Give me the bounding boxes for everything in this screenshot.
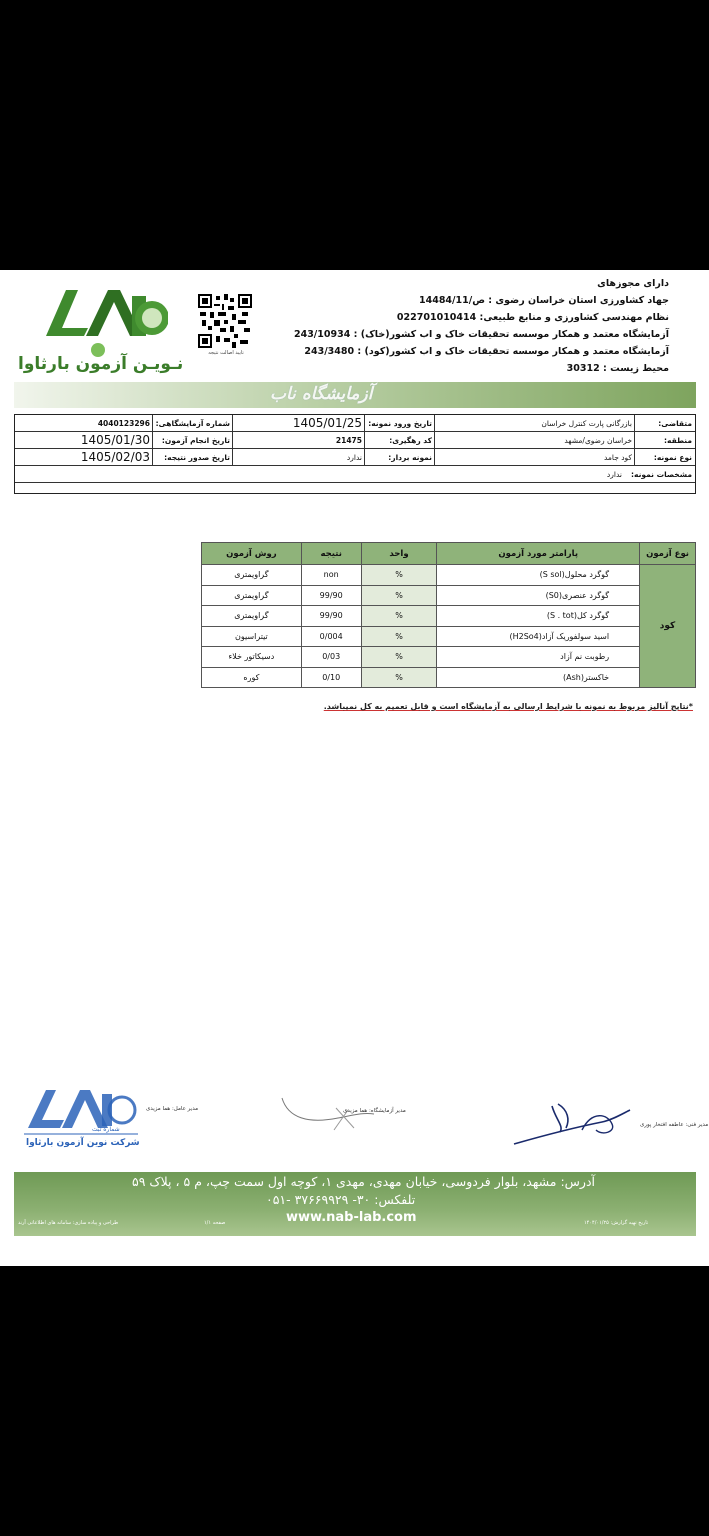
company-stamp <box>22 1084 142 1144</box>
sample-spec-label: مشخصات نمونه: <box>631 470 692 479</box>
parameter-cell: خاکستر(Ash) <box>437 667 640 688</box>
lab-number-label: شماره آزمایشگاهی: <box>155 419 230 428</box>
table-row <box>202 667 696 688</box>
result-cell: non <box>301 565 361 586</box>
sample-entry-label: تاریخ ورود نمونه: <box>368 419 432 428</box>
table-row <box>202 647 696 668</box>
footer-report-date: تاریخ تهیه گزارش: ۱۴۰۴/۰۱/۲۵ <box>584 1220 649 1226</box>
divider <box>364 415 365 466</box>
result-cell: 99/90 <box>301 606 361 627</box>
qr-caption: تایید اصالت نتیجه <box>208 350 244 356</box>
sampler-label: نمونه بردار: <box>388 453 432 462</box>
stamp-text: شماره ثبت <box>92 1126 120 1133</box>
lab-number-value: 4040123296 <box>97 419 150 428</box>
technical-manager-signature <box>512 1100 642 1150</box>
sample-type-label: نوع نمونه: <box>653 453 692 462</box>
ceo-label: مدیر عامل: هما مزیدی <box>146 1106 199 1112</box>
method-cell: گراویمتری <box>202 606 302 627</box>
tracking-value: 21475 <box>335 436 362 445</box>
sample-entry-value: 1405/01/25 <box>292 416 362 430</box>
type-cell: کود <box>640 565 696 688</box>
results-table <box>201 542 696 688</box>
footer-phone: تلفکس: ۳۰- ۳۷۶۶۹۹۲۹ -۰۵۱ <box>266 1192 416 1207</box>
lab-manager-label: مدیر آزمایشگاه: هما مزیدی <box>343 1108 406 1114</box>
license-line: جهاد کشاورزی استان خراسان رضوی : ص/14484/11 <box>418 295 669 306</box>
info-row <box>15 415 695 432</box>
col-unit: واحد <box>361 543 437 565</box>
applicant-value: بازرگانی پارت کنترل خراسان <box>541 419 632 428</box>
divider <box>434 415 435 466</box>
region-value: خراسان رضوی/مشهد <box>564 436 632 445</box>
table-row <box>202 626 696 647</box>
info-row <box>15 466 695 483</box>
parameter-cell: گوگرد عنصری(S0) <box>437 585 640 606</box>
license-line: محیط زیست : 30312 <box>566 363 669 374</box>
unit-cell: % <box>361 606 437 627</box>
license-line: آزمایشگاه معتمد و همکار موسسه تحقیقات خاک و اب کشور(خاک) : 243/10934 <box>293 329 669 340</box>
col-parameter: پارامتر مورد آزمون <box>437 543 640 565</box>
brand-name: نـویـن آزمون بارثاوا <box>18 354 184 374</box>
license-line: نظام مهندسی کشاورزی و منابع طبیعی: 022701010414 <box>396 312 669 323</box>
test-date-value: 1405/01/30 <box>80 433 150 447</box>
unit-cell: % <box>361 667 437 688</box>
sample-info-box <box>14 414 696 494</box>
info-row <box>15 449 695 466</box>
qr-code[interactable] <box>198 294 252 348</box>
result-cell: 0/004 <box>301 626 361 647</box>
col-result: نتیجه <box>301 543 361 565</box>
banner-title: آزمایشگاه ناب <box>270 384 373 404</box>
method-cell: گراویمتری <box>202 565 302 586</box>
sample-type-value: کود جامد <box>603 453 632 462</box>
table-row <box>202 606 696 627</box>
col-type: نوع آزمون <box>640 543 696 565</box>
result-date-label: تاریخ صدور نتیجه: <box>164 453 230 462</box>
parameter-cell: گوگرد محلول(S sol) <box>437 565 640 586</box>
method-cell: دسیکاتور خلاء <box>202 647 302 668</box>
unit-cell: % <box>361 647 437 668</box>
tracking-label: کد رهگیری: <box>389 436 432 445</box>
unit-cell: % <box>361 565 437 586</box>
sample-spec-value: ندارد <box>606 470 622 479</box>
unit-cell: % <box>361 585 437 606</box>
divider <box>232 415 233 466</box>
footer-page-number: صفحه ۱/۱ <box>204 1220 226 1226</box>
table-row <box>202 565 696 586</box>
footer-website[interactable]: www.nab-lab.com <box>286 1210 417 1225</box>
report-sheet <box>0 270 709 1266</box>
divider <box>152 415 153 466</box>
unit-cell: % <box>361 626 437 647</box>
method-cell: گراویمتری <box>202 585 302 606</box>
license-heading: دارای مجوزهای <box>597 278 669 289</box>
footer-design-note: طراحی و پیاده سازی: سامانه های اطلاعاتی آرند <box>18 1220 119 1226</box>
result-cell: 99/90 <box>301 585 361 606</box>
technical-manager-label: مدیر فنی: عاطفه افتخار پوری <box>640 1122 709 1128</box>
test-date-label: تاریخ انجام آزمون: <box>161 436 230 445</box>
applicant-label: متقاضی: <box>658 419 692 428</box>
divider <box>634 415 635 466</box>
method-cell: تیتراسیون <box>202 626 302 647</box>
result-cell: 0/10 <box>301 667 361 688</box>
result-cell: 0/03 <box>301 647 361 668</box>
lab-logo <box>36 288 168 360</box>
parameter-cell: رطوبت نم آزاد <box>437 647 640 668</box>
footer-address: آدرس: مشهد، بلوار فردوسی، خیابان مهدی، مهدی ۱، کوچه اول سمت چپ، م ۵ ، پلاک ۵۹ <box>132 1174 595 1189</box>
result-date-value: 1405/02/03 <box>80 450 150 464</box>
parameter-cell: اسید سولفوریک آزاد(H2So4) <box>437 626 640 647</box>
parameter-cell: گوگرد کل(S . tot) <box>437 606 640 627</box>
region-label: منطقه: <box>664 436 692 445</box>
col-method: روش آزمون <box>202 543 302 565</box>
info-row <box>15 432 695 449</box>
table-row <box>202 585 696 606</box>
method-cell: کوره <box>202 667 302 688</box>
license-line: آزمایشگاه معتمد و همکار موسسه تحقیقات خاک و اب کشور(کود) : 243/3480 <box>304 346 669 357</box>
sampler-value: ندارد <box>346 453 362 462</box>
disclaimer-note: *نتایج آنالیز مربوط به نمونه با شرایط ارسالی به آزمایشگاه است و قابل تعمیم به کل نمیباشد. <box>323 702 693 711</box>
results-header-row <box>202 543 696 565</box>
stamp-text: شرکت نوین آزمون بارثاوا <box>26 1138 140 1148</box>
